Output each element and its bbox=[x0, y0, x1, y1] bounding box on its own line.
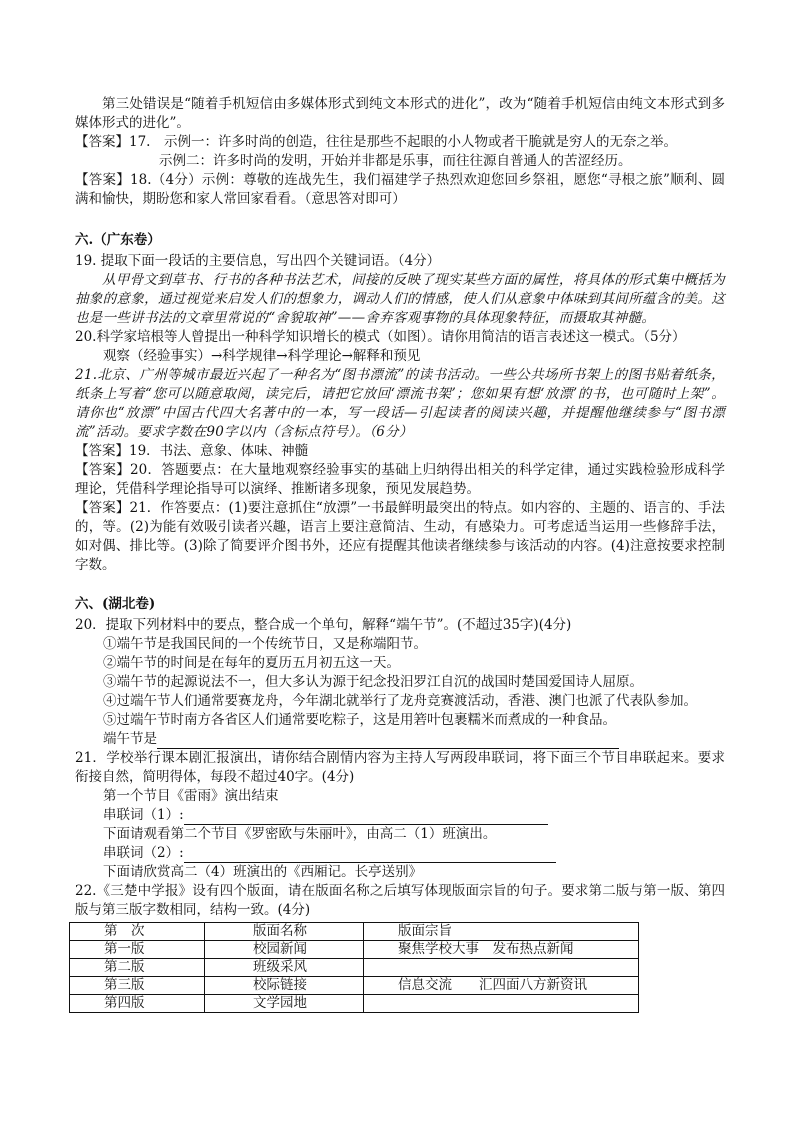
link-2-blank-line[interactable] bbox=[184, 849, 556, 863]
answer-blank-line[interactable] bbox=[157, 735, 619, 749]
table-row bbox=[70, 995, 639, 1013]
table-cell: 信息交流 汇四面八方新资讯 bbox=[364, 977, 639, 995]
answer-17-example-2: 示例二：许多时尚的发明，开始并非都是乐事，而往往源自普通人的苦涩经历。 bbox=[159, 153, 632, 169]
link-1-row bbox=[75, 806, 725, 825]
link-2-row bbox=[75, 844, 725, 863]
answer-21: 【答案】21．作答要点：(1)要注意抓住“放漂”一书最鲜明最突出的特点。如内容的、主题的、语言的、手法的，等。(2)为能有效吸引读者兴趣，语言上要注意简洁、生动，有感染力。可考虑适当运用一些修辞手法，如对偶、排比等。(3)除了简要评介图书外，还应有提醒其他读者继续参与该活动的内容。(4)注意按要求控制字数。 bbox=[75, 500, 725, 573]
material-item-5: ⑤过端午节时南方各省区人们通常要吃粽子，这是用箬叶包裹糯米而煮成的一种食品。 bbox=[103, 712, 616, 728]
table-cell: 文学园地 bbox=[205, 995, 364, 1013]
program-2: 下面请观看第二个节目《罗密欧与朱丽叶》，由高二（1）班演出。 bbox=[103, 826, 497, 842]
table-cell: 聚焦学校大事 发布热点新闻 bbox=[364, 941, 639, 959]
answer-line-label: 端午节是 bbox=[103, 731, 157, 747]
program-1: 第一个节目《雷雨》演出结束 bbox=[103, 788, 279, 804]
question-20: 20.科学家培根等人曾提出一种科学知识增长的模式（如图）。请你用简洁的语言表述这一模式。（5分） bbox=[75, 329, 686, 345]
program-3: 下面请欣赏高二（4）班演出的《西厢记。长亭送别》 bbox=[103, 864, 423, 880]
link-1-blank-line[interactable] bbox=[184, 811, 548, 825]
answer-17-example-1: 【答案】17. 示例一：许多时尚的创造，往往是那些不起眼的小人物或者干脆就是穷人的无奈之举。 bbox=[75, 134, 677, 150]
answer-19: 【答案】19．书法、意象、体味、神髓 bbox=[75, 443, 309, 459]
table-cell: 第三版 bbox=[70, 977, 205, 995]
table-cell: 第二版 bbox=[70, 959, 205, 977]
section-heading-hubei: 六、(湖北卷) bbox=[75, 596, 156, 612]
table-row bbox=[70, 977, 639, 995]
section-heading-guangdong: 六.（广东卷） bbox=[75, 232, 161, 248]
answer-20: 【答案】20．答题要点：在大量地观察经验事实的基础上归纳得出相关的科学定律，通过实践检验形成科学理论，凭借科学理论指导可以演绎、推断诸多现象，预见发展趋势。 bbox=[75, 462, 725, 497]
material-item-3: ③端午节的起源说法不一，但大多认为源于纪念投汨罗江自沉的战国时楚国爱国诗人屈原。 bbox=[103, 674, 643, 690]
table-header-cell: 版面名称 bbox=[205, 923, 364, 941]
material-item-1: ①端午节是我国民间的一个传统节日，又是称端阳节。 bbox=[103, 636, 427, 652]
table-cell-empty[interactable] bbox=[364, 959, 639, 977]
table-cell: 第一版 bbox=[70, 941, 205, 959]
table-cell: 校园新闻 bbox=[205, 941, 364, 959]
table-cell: 校际链接 bbox=[205, 977, 364, 995]
answer-line-row bbox=[75, 730, 725, 749]
table-header-row bbox=[70, 923, 639, 941]
material-item-4: ④过端午节人们通常要赛龙舟，今年湖北就举行了龙舟竞赛渡活动，香港、澳门也派了代表队参加。 bbox=[103, 693, 697, 709]
question-20-model: 观察（经验事实）→科学规律→科学理论→解释和预见 bbox=[103, 348, 421, 364]
answer-16-text: 第三处错误是“随着手机短信由多媒体形式到纯文本形式的进化”，改为“随着手机短信由纯文本形式到多媒体形式的进化”。 bbox=[75, 96, 725, 131]
answer-18-text: 【答案】18.（4分）示例：尊敬的连战先生，我们福建学子热烈欢迎您回乡祭祖，愿您“寻根之旅”顺利、圆满和愉快，期盼您和家人常回家看看。（意思答对即可） bbox=[75, 172, 725, 207]
table-header-cell: 版面宗旨 bbox=[364, 923, 639, 941]
table-cell: 第四版 bbox=[70, 995, 205, 1013]
hubei-question-22: 22.《三楚中学报》设有四个版面，请在版面名称之后填写体现版面宗旨的句子。要求第二版与第一版、第四版与第三版字数相同，结构一致。(4分) bbox=[75, 883, 725, 918]
question-19: 19. 提取下面一段话的主要信息，写出四个关键词语。（4分） bbox=[75, 253, 441, 269]
table-row bbox=[70, 941, 639, 959]
link-2-label: 串联词（2）: bbox=[103, 845, 184, 861]
question-21: 21.北京、广州等城市最近兴起了一种名为“图书漂流”的读书活动。一些公共场所书架上的图书贴着纸条，纸条上写着“您可以随意取阅，读完后，请把它放回‘漂流书架’；您如果有想‘放漂’的书，也可随时上架”。请你也“放漂”中国古代四大名著中的一本，写一段话—引起读者的阅读兴趣，并提醒他继续参与“图书漂流”活动。要求字数在90字以内（含标点符号）。（6分） bbox=[75, 367, 725, 440]
table-cell-empty[interactable] bbox=[364, 995, 639, 1013]
table-header-cell: 第 次 bbox=[70, 923, 205, 941]
material-item-2: ②端午节的时间是在每年的夏历五月初五这一天。 bbox=[103, 655, 400, 671]
table-cell: 班级采风 bbox=[205, 959, 364, 977]
table-row bbox=[70, 959, 639, 977]
document-page bbox=[75, 95, 725, 1013]
link-1-label: 串联词（1）: bbox=[103, 807, 184, 823]
question-19-passage: 从甲骨文到草书、行书的各种书法艺术，间接的反映了现实某些方面的属性，将具体的形式集中概括为抽象的意象，通过视觉来启发人们的想象力，调动人们的情感，使人们从意象中体味到其间所蕴含的美。这也是一些讲书法的文章里常说的“舍貌取神”——舍弃客观事物的具体现象特征，而摄取其神髓。 bbox=[75, 272, 725, 326]
hubei-question-21: 21．学校举行课本剧汇报演出，请你结合剧情内容为主持人写两段串联词，将下面三个节目串联起来。要求衔接自然，简明得体，每段不超过40字。(4分) bbox=[75, 750, 725, 785]
hubei-question-20: 20．提取下列材料中的要点，整合成一个单句，解释“端午节”。(不超过35字)(4分) bbox=[75, 617, 572, 633]
newspaper-layout-table bbox=[69, 922, 639, 1013]
